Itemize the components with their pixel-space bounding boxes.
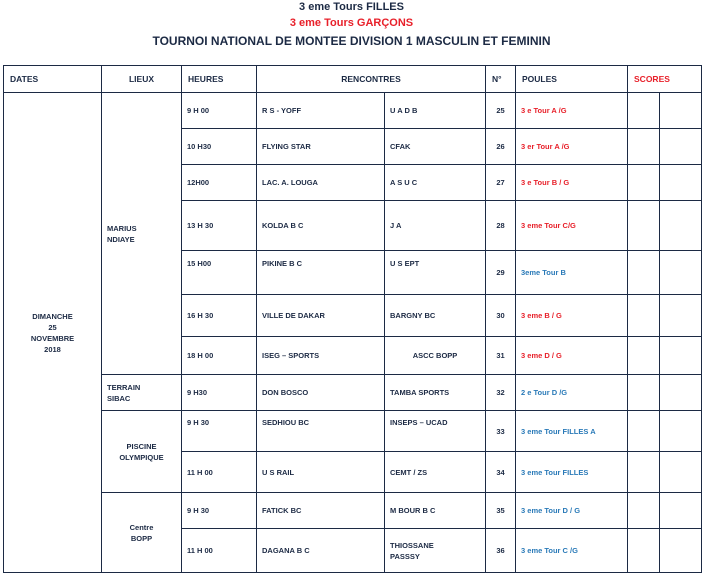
poule-cell: 3 er Tour A /G bbox=[516, 129, 628, 165]
team2-cell: J A bbox=[385, 201, 486, 251]
date-month: NOVEMBRE bbox=[30, 333, 75, 343]
venue-line: MARIUS bbox=[107, 223, 137, 233]
team1-cell: U S RAIL bbox=[257, 452, 385, 493]
venue-piscine-olympique bbox=[102, 411, 182, 493]
match-number-cell: 26 bbox=[486, 129, 516, 165]
team2-cell: INSEPS – UCAD bbox=[385, 411, 486, 452]
venue-terrain-sibac bbox=[102, 375, 182, 411]
time-cell: 11 H 00 bbox=[182, 529, 257, 573]
table-row bbox=[4, 411, 702, 452]
score-cell bbox=[628, 129, 660, 165]
time-cell: 16 H 30 bbox=[182, 295, 257, 337]
venue-line: NDIAYE bbox=[107, 234, 135, 244]
table-row bbox=[4, 93, 702, 129]
venue-line: Centre bbox=[129, 522, 154, 532]
team2-line: THIOSSANE bbox=[390, 540, 434, 550]
team2-cell: TAMBA SPORTS bbox=[385, 375, 486, 411]
score-cell bbox=[660, 165, 702, 201]
table-row bbox=[4, 493, 702, 529]
score-cell bbox=[660, 452, 702, 493]
team1-cell: ISEG – SPORTS bbox=[257, 337, 385, 375]
poule-cell: 2 e Tour D /G bbox=[516, 375, 628, 411]
date-year: 2018 bbox=[44, 344, 61, 354]
col-rencontres: RENCONTRES bbox=[257, 66, 486, 93]
time-cell: 10 H30 bbox=[182, 129, 257, 165]
col-poules: POULES bbox=[516, 66, 628, 93]
match-number-cell: 25 bbox=[486, 93, 516, 129]
team2-cell: U A D B bbox=[385, 93, 486, 129]
score-cell bbox=[628, 251, 660, 295]
match-number-cell: 34 bbox=[486, 452, 516, 493]
team1-cell: LAC. A. LOUGA bbox=[257, 165, 385, 201]
time-cell: 12H00 bbox=[182, 165, 257, 201]
score-cell bbox=[660, 251, 702, 295]
venue-line: OLYMPIQUE bbox=[119, 452, 164, 462]
time-cell: 9 H30 bbox=[182, 375, 257, 411]
poule-cell: 3 e Tour A /G bbox=[516, 93, 628, 129]
title-line-filles: 3 eme Tours FILLES bbox=[299, 1, 404, 13]
time-cell: 9 H 30 bbox=[182, 411, 257, 452]
team1-cell: FATICK BC bbox=[257, 493, 385, 529]
team1-cell: PIKINE B C bbox=[257, 251, 385, 295]
team2-cell: CFAK bbox=[385, 129, 486, 165]
header-row bbox=[4, 66, 702, 93]
match-number-cell: 33 bbox=[486, 411, 516, 452]
team1-cell: FLYING STAR bbox=[257, 129, 385, 165]
schedule-table bbox=[3, 65, 702, 573]
poule-cell: 3 eme Tour C/G bbox=[516, 201, 628, 251]
score-cell bbox=[660, 129, 702, 165]
col-scores: SCORES bbox=[628, 66, 702, 93]
col-dates: DATES bbox=[4, 66, 102, 93]
col-num: N° bbox=[486, 66, 516, 93]
score-cell bbox=[628, 452, 660, 493]
score-cell bbox=[660, 375, 702, 411]
venue-line: PISCINE bbox=[126, 441, 157, 451]
team2-cell: BARGNY BC bbox=[385, 295, 486, 337]
team2-cell: ASCC BOPP bbox=[385, 337, 486, 375]
match-number-cell: 27 bbox=[486, 165, 516, 201]
team2-line: PASSSY bbox=[390, 551, 420, 561]
date-number: 25 bbox=[48, 322, 57, 332]
team1-cell: DON BOSCO bbox=[257, 375, 385, 411]
time-cell: 11 H 00 bbox=[182, 452, 257, 493]
score-cell bbox=[660, 411, 702, 452]
poule-cell: 3 e Tour B / G bbox=[516, 165, 628, 201]
match-number-cell: 35 bbox=[486, 493, 516, 529]
poule-cell: 3 eme Tour FILLES A bbox=[516, 411, 628, 452]
venue-line: SIBAC bbox=[107, 393, 131, 403]
team2-cell: A S U C bbox=[385, 165, 486, 201]
score-cell bbox=[628, 337, 660, 375]
time-cell: 15 H00 bbox=[182, 251, 257, 295]
team1-cell: KOLDA B C bbox=[257, 201, 385, 251]
poule-cell: 3 eme Tour D / G bbox=[516, 493, 628, 529]
poule-cell: 3 eme D / G bbox=[516, 337, 628, 375]
date-day: DIMANCHE bbox=[32, 311, 73, 321]
score-cell bbox=[628, 375, 660, 411]
team1-cell: R S - YOFF bbox=[257, 93, 385, 129]
match-number-cell: 32 bbox=[486, 375, 516, 411]
date-cell bbox=[4, 93, 102, 573]
team2-cell bbox=[385, 529, 486, 573]
score-cell bbox=[628, 529, 660, 573]
match-number-cell: 29 bbox=[486, 251, 516, 295]
score-cell bbox=[628, 493, 660, 529]
match-number-cell: 36 bbox=[486, 529, 516, 573]
score-cell bbox=[660, 201, 702, 251]
team2-cell: M BOUR B C bbox=[385, 493, 486, 529]
score-cell bbox=[660, 93, 702, 129]
score-cell bbox=[628, 295, 660, 337]
title-line-tournoi: TOURNOI NATIONAL DE MONTEE DIVISION 1 MASCULIN ET FEMININ bbox=[152, 34, 551, 48]
title-line-garcons: 3 eme Tours GARÇONS bbox=[289, 17, 414, 29]
team1-cell: DAGANA B C bbox=[257, 529, 385, 573]
venue-marius-ndiaye bbox=[102, 93, 182, 375]
score-cell bbox=[660, 295, 702, 337]
score-cell bbox=[628, 411, 660, 452]
team2-cell: U S EPT bbox=[385, 251, 486, 295]
team1-cell: VILLE DE DAKAR bbox=[257, 295, 385, 337]
score-cell bbox=[628, 165, 660, 201]
time-cell: 9 H 30 bbox=[182, 493, 257, 529]
poule-cell: 3eme Tour B bbox=[516, 251, 628, 295]
venue-centre-bopp bbox=[102, 493, 182, 573]
team2-cell: CEMT / ZS bbox=[385, 452, 486, 493]
col-heures: HEURES bbox=[182, 66, 257, 93]
table-row bbox=[4, 375, 702, 411]
score-cell bbox=[628, 93, 660, 129]
match-number-cell: 28 bbox=[486, 201, 516, 251]
score-cell bbox=[660, 529, 702, 573]
poule-cell: 3 eme Tour FILLES bbox=[516, 452, 628, 493]
col-lieux: LIEUX bbox=[102, 66, 182, 93]
time-cell: 13 H 30 bbox=[182, 201, 257, 251]
score-cell bbox=[660, 337, 702, 375]
poule-cell: 3 eme B / G bbox=[516, 295, 628, 337]
time-cell: 9 H 00 bbox=[182, 93, 257, 129]
team1-cell: SEDHIOU BC bbox=[257, 411, 385, 452]
match-number-cell: 30 bbox=[486, 295, 516, 337]
time-cell: 18 H 00 bbox=[182, 337, 257, 375]
venue-line: BOPP bbox=[130, 533, 153, 543]
score-cell bbox=[660, 493, 702, 529]
venue-line: TERRAIN bbox=[107, 382, 141, 392]
match-number-cell: 31 bbox=[486, 337, 516, 375]
poule-cell: 3 eme Tour C /G bbox=[516, 529, 628, 573]
score-cell bbox=[628, 201, 660, 251]
